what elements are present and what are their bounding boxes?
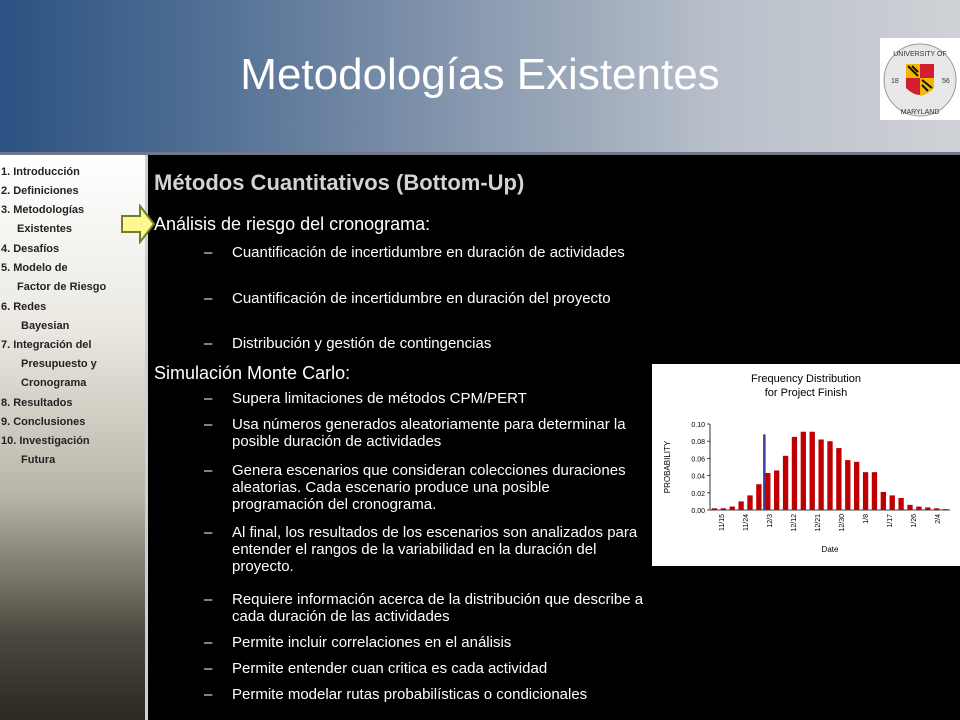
bar [730, 507, 735, 510]
content-heading: Métodos Cuantitativos (Bottom-Up) [154, 170, 525, 195]
x-tick-label: 12/30 [839, 514, 846, 532]
bar [712, 508, 717, 510]
x-tick-label: 1/26 [911, 514, 918, 528]
bullet-item: Genera escenarios que consideran colecciones duraciones aleatorias. Cada escenario produce una posible programación del cronograma. [232, 462, 626, 513]
bullet-item: Cuantificación de incertidumbre en duración de actividades [232, 244, 625, 261]
bullet-item: Permite entender cuan critica es cada actividad [232, 660, 548, 677]
y-tick-label: 0.00 [691, 508, 705, 515]
frequency-distribution-chart [652, 364, 960, 566]
bar [801, 432, 806, 510]
x-tick-label: 11/15 [719, 514, 726, 531]
chart-svg [652, 364, 960, 566]
bar [845, 460, 850, 510]
bar [774, 470, 779, 510]
bullet-item: Usa números generados aleatoriamente para determinar la posible duración de actividades [232, 416, 626, 450]
bar [881, 492, 886, 510]
arrow-right-icon [120, 204, 156, 244]
bar [818, 439, 823, 510]
bullet-item: Supera limitaciones de métodos CPM/PERT [232, 390, 527, 407]
y-tick-label: 0.02 [691, 490, 705, 498]
chart-xlabel: Date [821, 545, 839, 554]
bar [916, 507, 921, 510]
nav-item-modelo-cont[interactable]: Factor de Riesgo [17, 281, 107, 293]
nav-item-metodologias-cont[interactable]: Existentes [17, 223, 73, 235]
section-label-analisis: Análisis de riesgo del cronograma: [154, 214, 431, 234]
nav-item-investigacion[interactable]: 10. Investigación [1, 435, 90, 447]
nav-item-modelo[interactable]: 5. Modelo de [1, 262, 68, 274]
bullet-dash: – [204, 634, 213, 651]
bar [863, 472, 868, 510]
bullet-dash: – [204, 591, 213, 608]
x-tick-label: 1/8 [863, 514, 870, 524]
bullet-item: Permite incluir correlaciones en el análisis [232, 634, 512, 651]
bar [907, 505, 912, 510]
bullet-dash: – [204, 660, 213, 677]
y-tick-label: 0.04 [691, 473, 705, 481]
marker-bar [763, 434, 766, 510]
nav-item-integracion-cont2[interactable]: Cronograma [21, 377, 87, 389]
nav-item-resultados[interactable]: 8. Resultados [1, 397, 73, 409]
nav-item-conclusiones[interactable]: 9. Conclusiones [1, 416, 86, 428]
bar [721, 508, 726, 510]
nav-item-desafios[interactable]: 4. Desafíos [1, 243, 60, 255]
x-tick-label: 2/4 [935, 514, 942, 524]
y-tick-label: 0.08 [691, 439, 705, 447]
bullet-dash: – [204, 686, 213, 703]
bar [943, 509, 948, 510]
nav-item-redes[interactable]: 6. Redes [1, 301, 47, 313]
logo-text-bottom: MARYLAND [900, 109, 940, 116]
university-logo [880, 38, 960, 120]
bullet-item: Cuantificación de incertidumbre en duración del proyecto [232, 290, 611, 307]
x-tick-label: 12/3 [767, 514, 774, 528]
bullet-dash: – [204, 524, 213, 541]
bullet-item: Distribución y gestión de contingencias [232, 335, 492, 352]
bar [827, 441, 832, 510]
nav-item-integracion-cont1[interactable]: Presupuesto y [21, 358, 97, 370]
bar [738, 501, 743, 510]
logo-year-right: 56 [942, 78, 950, 85]
bar [872, 472, 877, 510]
chart-title: Frequency Distribution [750, 373, 862, 385]
y-tick-label: 0.10 [691, 422, 705, 429]
bar [854, 462, 859, 510]
bar [765, 473, 770, 510]
nav-item-definiciones[interactable]: 2. Definiciones [1, 185, 79, 197]
x-tick-label: 12/12 [791, 514, 798, 532]
logo-text-top: UNIVERSITY OF [893, 51, 947, 58]
bar [890, 495, 895, 510]
chart-ylabel: PROBABILITY [663, 440, 672, 494]
slide-title: Metodologías Existentes [240, 50, 720, 99]
nav-item-investigacion-cont[interactable]: Futura [21, 454, 56, 466]
x-tick-label: 12/21 [815, 514, 822, 532]
nav-item-redes-cont[interactable]: Bayesian [21, 320, 70, 332]
x-tick-label: 11/24 [743, 514, 750, 531]
bar [898, 498, 903, 510]
bar [747, 495, 752, 510]
bullet-dash: – [204, 244, 213, 261]
bar [792, 437, 797, 510]
bar [925, 507, 930, 510]
bullet-dash: – [204, 335, 213, 352]
bar [810, 432, 815, 510]
x-tick-label: 1/17 [887, 514, 894, 528]
bullet-dash: – [204, 416, 213, 433]
logo-year-left: 18 [891, 78, 899, 85]
chart-subtitle: for Project Finish [764, 387, 848, 399]
bar [783, 456, 788, 510]
nav-item-metodologias[interactable]: 3. Metodologías [1, 204, 85, 216]
bar [756, 484, 761, 510]
bullet-dash: – [204, 290, 213, 307]
bar [836, 448, 841, 510]
bullet-dash: – [204, 462, 213, 479]
bullet-item: Requiere información acerca de la distribución que describe a cada duración de las actividades [232, 591, 644, 625]
bar [934, 508, 939, 510]
nav-item-introduccion[interactable]: 1. Introducción [1, 166, 80, 178]
bullet-item: Permite modelar rutas probabilísticas o condicionales [232, 686, 588, 703]
bullet-item: Al final, los resultados de los escenarios son analizados para entender el rangos de la variabilidad en la duración del proyecto. [232, 524, 638, 575]
bullet-dash: – [204, 390, 213, 407]
nav-item-integracion[interactable]: 7. Integración del [1, 339, 92, 351]
section-label-montecarlo: Simulación Monte Carlo: [154, 363, 351, 383]
y-tick-label: 0.06 [691, 456, 705, 464]
